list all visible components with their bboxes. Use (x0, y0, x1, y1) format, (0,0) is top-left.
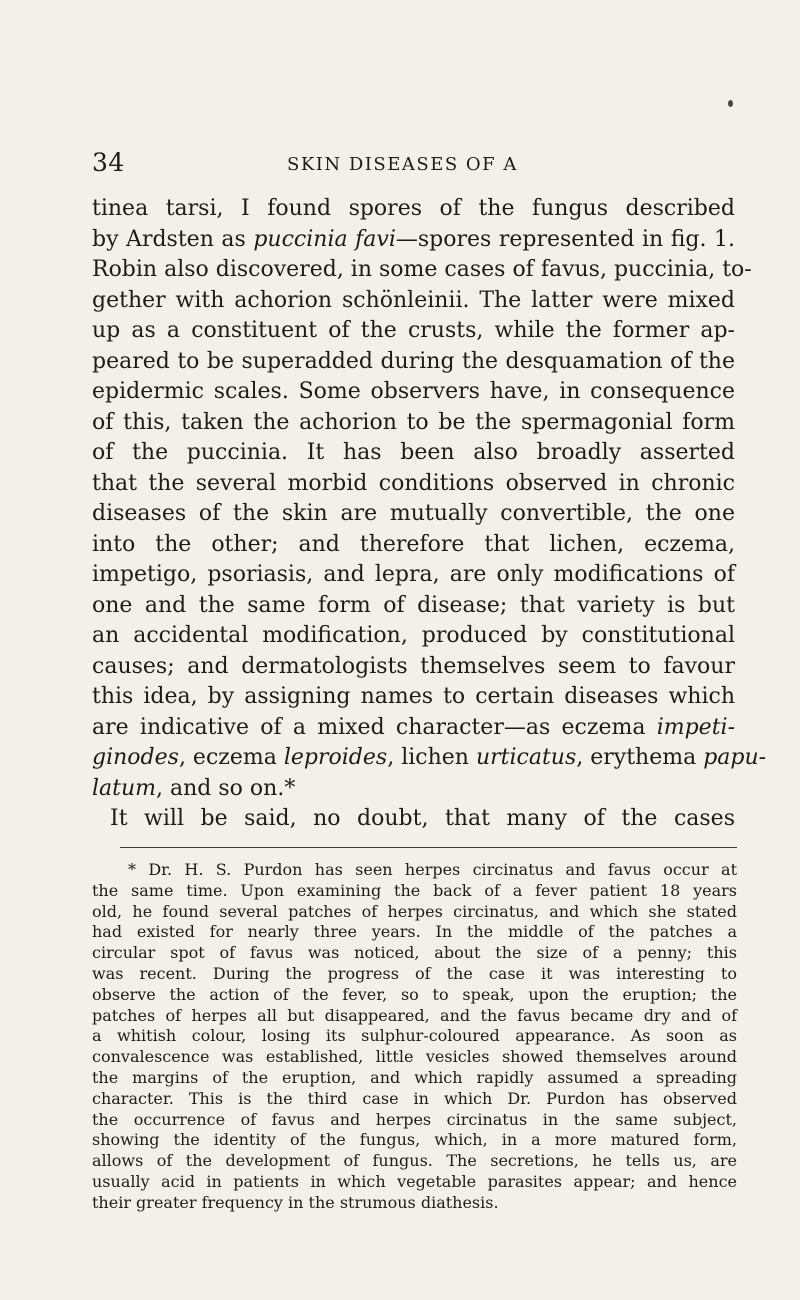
text-line: of the puccinia. It has been also broadly asserted (92, 440, 735, 465)
footnote-line: the occurrence of favus and herpes circinatus in the same subject, (92, 1109, 737, 1129)
italic-term: ginodes (92, 745, 179, 770)
text-line: that the several morbid conditions observed in chronic (92, 470, 735, 496)
footnote-line: the margins of the eruption, and which rapidly assumed a spreading (92, 1067, 737, 1087)
footnote-line: circular spot of favus was noticed, about the size of a penny; this (92, 943, 737, 963)
text-line: ginodes, eczema leproides, lichen urticatus, erythema papu- (92, 745, 767, 770)
footnote-line: their greater frequency in the strumous diathesis. (92, 1192, 499, 1212)
footnote-line: was recent. During the progress of the case it was interesting to (92, 963, 737, 983)
page-header (92, 148, 732, 188)
text-line: peared to be superadded during the desquamation of the (92, 348, 735, 374)
text-line: into the other; and therefore that lichen, eczema, (92, 531, 735, 557)
footnote-line: allows of the development of fungus. The secretions, he tells us, are (92, 1151, 737, 1171)
text-line: tinea tarsi, I found spores of the fungus described (92, 196, 735, 221)
text-line: causes; and dermatologists themselves seem to favour (92, 653, 735, 679)
footnote-line: had existed for nearly three years. In the middle of the patches a (92, 922, 737, 942)
text-line: It will be said, no doubt, that many of the cases (110, 806, 735, 831)
footnote-line: usually acid in patients in which vegetable parasites appear; and hence (92, 1171, 737, 1191)
text-line: are indicative of a mixed character—as eczema impeti- (92, 714, 735, 740)
text-line: of this, taken the achorion to be the spermagonial form (92, 409, 735, 435)
footnote-line: the same time. Upon examining the back of a fever patient 18 years (92, 880, 737, 900)
text-line: gether with achorion schönleinii. The latter were mixed (92, 287, 735, 313)
page-number: 34 (92, 148, 125, 177)
main-text (92, 194, 767, 835)
italic-term: papu- (703, 745, 767, 770)
text-line: up as a constituent of the crusts, while the former ap- (92, 318, 735, 343)
ink-speck (728, 100, 733, 107)
footnote-line: * Dr. H. S. Purdon has seen herpes circinatus and favus occur at (128, 860, 737, 879)
italic-term: urticatus (475, 745, 577, 770)
footnote-line: character. This is the third case in which Dr. Purdon has observed (92, 1088, 737, 1108)
running-head: SKIN DISEASES OF A (287, 154, 518, 175)
footnote (92, 860, 737, 1214)
footnote-divider (120, 847, 737, 848)
italic-term: impeti- (656, 714, 735, 740)
italic-term: puccinia favi (253, 226, 396, 252)
text-line: latum, and so on.* (92, 775, 296, 801)
text-line: diseases of the skin are mutually convertible, the one (92, 501, 735, 526)
italic-term: latum (92, 775, 157, 801)
footnote-line: old, he found several patches of herpes circinatus, and which she stated (92, 901, 737, 921)
italic-term: leproides (283, 745, 388, 770)
text-line: by Ardsten as puccinia favi—spores represented in fig. 1. (92, 226, 735, 252)
text-line: Robin also discovered, in some cases of favus, puccinia, to- (92, 257, 752, 282)
text-line: this idea, by assigning names to certain diseases which (92, 684, 735, 709)
footnote-line: convalescence was established, little vesicles showed themselves around (92, 1047, 737, 1067)
text-line: impetigo, psoriasis, and lepra, are only modifications of (92, 562, 735, 587)
footnote-line: observe the action of the fever, so to speak, upon the eruption; the (92, 984, 737, 1004)
footnote-line: a whitish colour, losing its sulphur-coloured appearance. As soon as (92, 1026, 737, 1046)
text-line: one and the same form of disease; that variety is but (92, 592, 735, 618)
text-line: an accidental modification, produced by constitutional (92, 623, 735, 648)
footnote-line: showing the identity of the fungus, which, in a more matured form, (92, 1130, 737, 1150)
text-line: epidermic scales. Some observers have, in consequence (92, 379, 735, 404)
footnote-line: patches of herpes all but disappeared, and the favus became dry and of (92, 1005, 737, 1025)
